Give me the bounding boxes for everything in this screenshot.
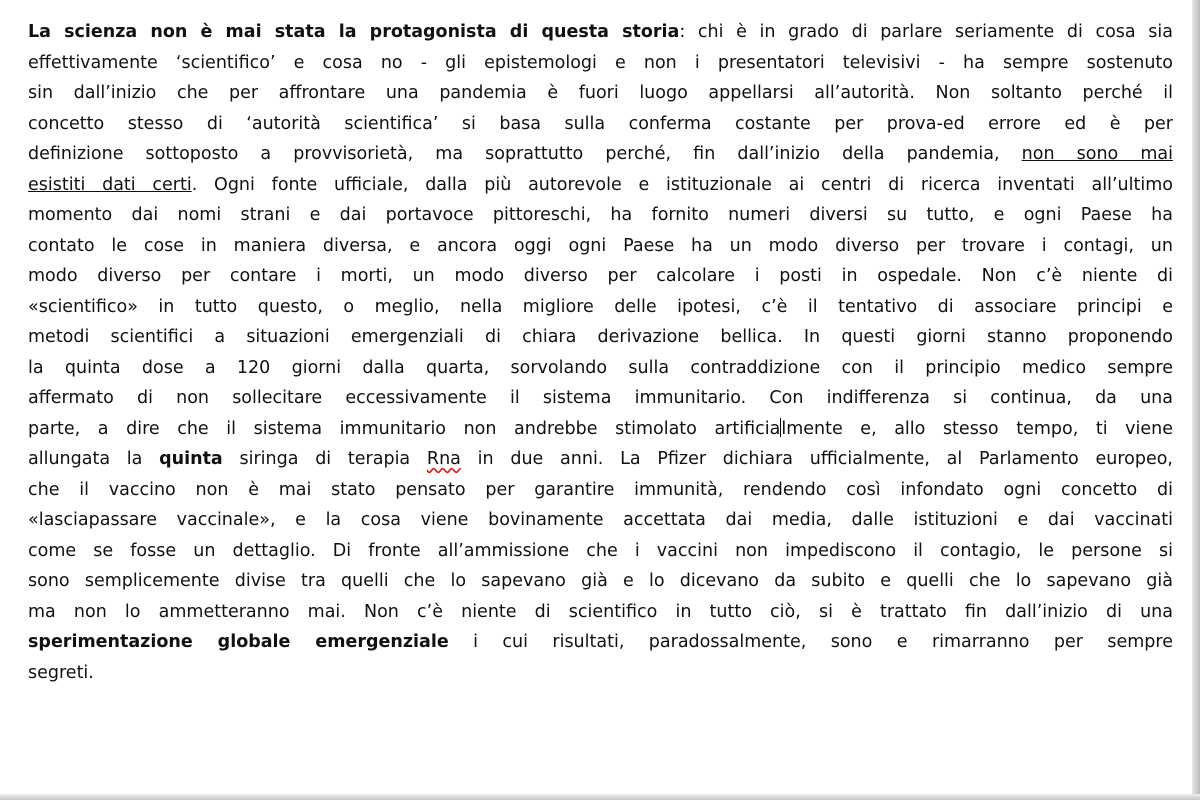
- text-run: allungata la: [28, 449, 160, 469]
- text-run: i cui risultati, paradossalmente, sono e rimarranno per sempre: [448, 632, 1173, 652]
- text-line: [28, 78, 1173, 109]
- text-run: che il vaccino non è mai stato pensato per garantire immunità, rendendo così infondato ogni concetto di: [28, 479, 1173, 500]
- text-line: [28, 566, 1173, 597]
- text-line: [28, 475, 1173, 506]
- bold-text: sperimentazione globale emergenziale: [28, 632, 449, 652]
- page-edge-right: [1192, 0, 1200, 800]
- bold-text: La scienza non è mai stata la protagonista di questa storia: [28, 22, 680, 42]
- text-line: [28, 261, 1173, 292]
- text-line: [28, 383, 1173, 414]
- text-run: in due anni. La Pfizer dichiara ufficialmente, al Parlamento europeo,: [460, 449, 1173, 469]
- text-run: definizione sottoposto a provvisorietà, ma soprattutto perché, fin dall’inizio della pandemia,: [28, 144, 1022, 164]
- text-line: [28, 505, 1173, 536]
- text-run: «lasciapassare vaccinale», e la cosa viene bovinamente accettata dai media, dalle istituzioni e dai vaccinati: [28, 510, 1173, 530]
- text-line: [28, 353, 1173, 384]
- text-run: concetto stesso di ‘autorità scientifica’ si basa sulla conferma costante per prova-ed errore ed è per: [28, 113, 1173, 134]
- text-line: [28, 597, 1173, 628]
- text-run: effettivamente ‘scientifico’ e cosa no - gli epistemologi e non i presentatori televisivi - ha sempre sostenuto: [28, 52, 1173, 73]
- bold-text: quinta: [159, 449, 223, 469]
- underlined-text: non sono mai: [1021, 144, 1173, 164]
- text-line: [28, 17, 1173, 48]
- text-run: ma non lo ammetteranno mai. Non c’è niente di scientifico in tutto ciò, si è trattato fin dall’inizio di una: [28, 601, 1173, 622]
- text-run: momento dai nomi strani e dai portavoce pittoreschi, ha fornito numeri diversi su tutto, e ogni Paese ha: [28, 205, 1173, 225]
- text-run: segreti.: [28, 662, 94, 683]
- text-line: [28, 658, 1173, 689]
- text-run: : chi è in grado di parlare seriamente di cosa sia: [679, 22, 1173, 42]
- text-line: [28, 139, 1173, 170]
- text-line: [28, 200, 1173, 231]
- text-run: . Ogni fonte ufficiale, dalla più autorevole e istituzionale ai centri di ricerca inventati all’ultimo: [191, 174, 1173, 195]
- text-line: [28, 231, 1173, 262]
- text-line: [28, 414, 1173, 445]
- text-run: lmente e, allo stesso tempo, ti viene: [781, 418, 1173, 439]
- text-line: [28, 536, 1173, 567]
- text-line: [28, 170, 1173, 201]
- text-run: «scientifico» in tutto questo, o meglio, nella migliore delle ipotesi, c’è il tentativo di associare principi e: [28, 296, 1173, 317]
- text-run: sin dall’inizio che per affrontare una pandemia è fuori luogo appellarsi all’autorità. Non soltanto perché il: [28, 83, 1173, 103]
- text-line: [28, 322, 1173, 353]
- text-line: [28, 48, 1173, 79]
- text-run: contato le cose in maniera diversa, e ancora oggi ogni Paese ha un modo diverso per trovare i contagi, un: [28, 235, 1173, 256]
- text-run: metodi scientifici a situazioni emergenziali di chiara derivazione bellica. In questi giorni stanno proponendo: [28, 327, 1173, 347]
- text-run: modo diverso per contare i morti, un modo diverso per calcolare i posti in ospedale. Non c’è niente di: [28, 266, 1173, 286]
- document-body[interactable]: [28, 17, 1173, 688]
- text-run: parte, a dire che il sistema immunitario non andrebbe stimolato artificia: [28, 418, 781, 439]
- text-line: [28, 627, 1173, 658]
- page-edge-bottom: [0, 794, 1200, 800]
- text-line: [28, 292, 1173, 323]
- text-run: la quinta dose a 120 giorni dalla quarta, sorvolando sulla contraddizione con il principio medico sempre: [28, 357, 1173, 378]
- text-run: come se fosse un dettaglio. Di fronte all’ammissione che i vaccini non impediscono il contagio, le persone si: [28, 540, 1173, 561]
- text-line: [28, 109, 1173, 140]
- underlined-text: esistiti dati certi: [28, 174, 192, 195]
- spellcheck-flagged-word: Rna: [426, 449, 461, 469]
- text-run: sono semplicemente divise tra quelli che lo sapevano già e lo dicevano da subito e quelli che lo sapevano già: [28, 571, 1173, 591]
- text-run: affermato di non sollecitare eccessivamente il sistema immunitario. Con indifferenza si continua, da una: [28, 388, 1173, 408]
- text-line: [28, 444, 1173, 475]
- text-run: siringa di terapia: [222, 449, 427, 469]
